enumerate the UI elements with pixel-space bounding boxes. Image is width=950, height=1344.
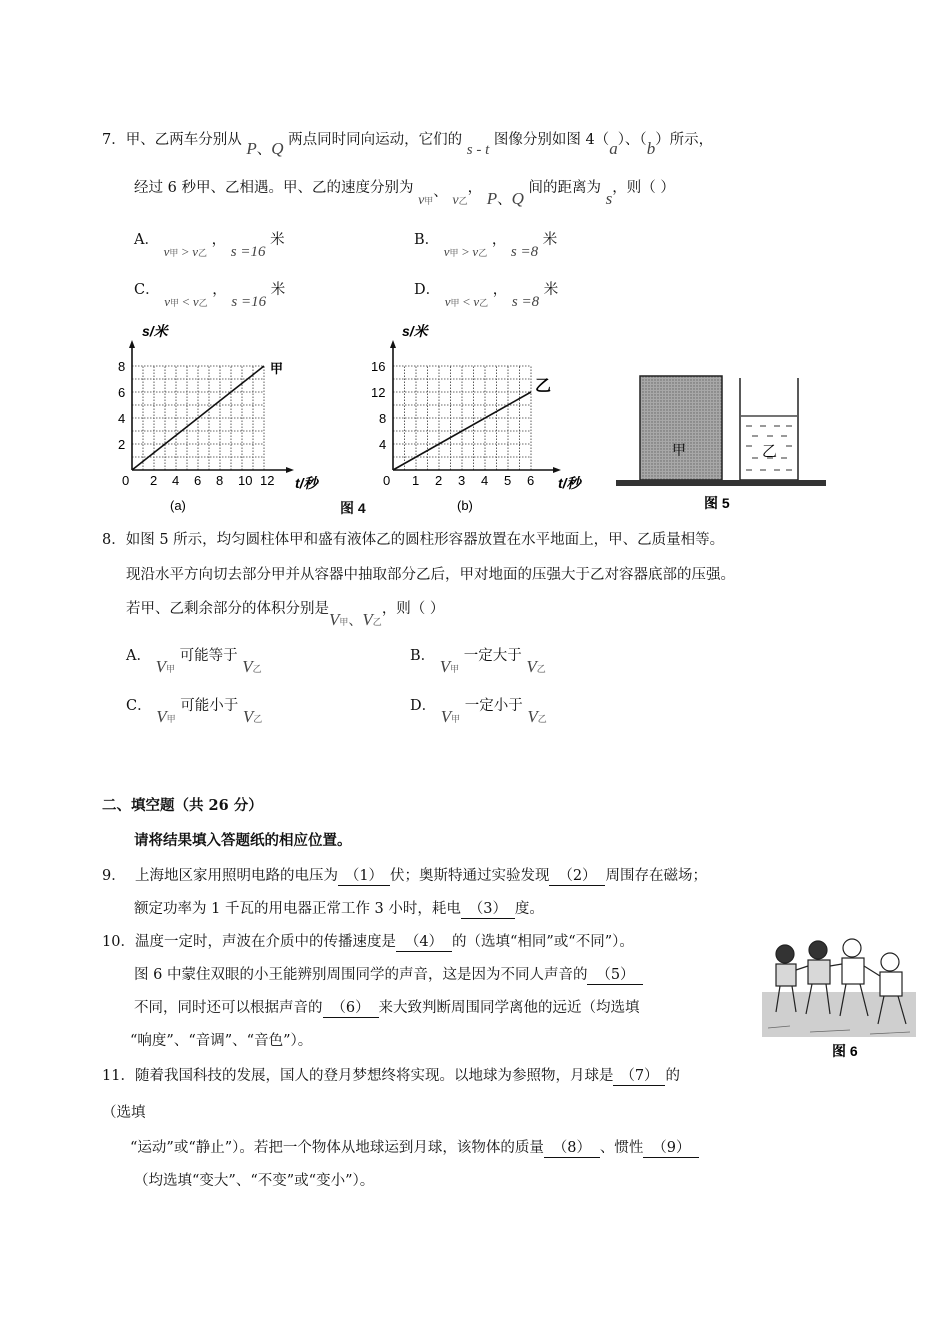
blank-9[interactable]: （9） xyxy=(643,1136,699,1158)
figure4b-x-tick: 5 xyxy=(504,473,512,488)
figure4b-y-tick: 8 xyxy=(379,411,387,426)
figure4a-x-tick: 0 xyxy=(122,473,130,488)
figure4b-xlabel: t/秒 xyxy=(558,475,581,491)
q7-line2: 经过 6 秒甲、乙相遇。甲、乙的速度分别为 v甲、 v乙， P、Q 间的距离为 s，则（ ） xyxy=(134,180,675,208)
q10-line1: 10．温度一定时，声波在介质中的传播速度是 （4） 的（选填“相同”或“不同”）。 xyxy=(102,930,634,952)
figure4a-ylabel: s/米 xyxy=(142,323,168,339)
q11-number: 11． xyxy=(102,1068,135,1084)
figure4a-x-tick: 4 xyxy=(172,473,180,488)
figure4b-x-tick: 0 xyxy=(383,473,391,488)
figure4b-x-tick: 6 xyxy=(527,473,535,488)
q10-number: 10． xyxy=(102,934,135,950)
figure4a-xlabel: t/秒 xyxy=(295,475,318,491)
figure4b-x-tick: 2 xyxy=(435,473,443,488)
blank-8[interactable]: （8） xyxy=(544,1136,600,1158)
blank-5[interactable]: （5） xyxy=(587,963,643,985)
svg-text:甲: 甲 xyxy=(672,442,686,458)
figure4a-y-tick: 4 xyxy=(118,411,126,426)
figure4b-x-arrow xyxy=(553,467,561,473)
q9-number: 9． xyxy=(102,868,126,884)
q7-number: 7． xyxy=(102,132,126,148)
figure5 xyxy=(612,370,828,520)
blank-7[interactable]: （7） xyxy=(613,1064,665,1086)
q9-line2: 额定功率为 1 千瓦的用电器正常工作 3 小时，耗电 （3） 度。 xyxy=(134,897,544,919)
blank-4[interactable]: （4） xyxy=(396,930,452,952)
figure4b-series-label: 乙 xyxy=(535,378,552,395)
figure4b-y-tick: 16 xyxy=(371,359,386,374)
svg-text:乙: 乙 xyxy=(762,443,778,460)
figure4b-x-tick: 1 xyxy=(412,473,420,488)
figure4a-caption: (a) xyxy=(170,498,186,513)
figure4b-x-tick: 4 xyxy=(481,473,489,488)
section2-title: 二、填空题（共 26 分） xyxy=(102,797,263,814)
blank-2[interactable]: （2） xyxy=(549,864,605,886)
q11-line3: “运动”或“静止”）。若把一个物体从地球运到月球，该物体的质量 （8） 、惯性 （9） xyxy=(130,1136,699,1158)
figure4a-x-tick: 10 xyxy=(238,473,253,488)
figure4b-ylabel: s/米 xyxy=(402,323,428,339)
figure4a-x-tick: 12 xyxy=(260,473,275,488)
figure4a-y-tick: 8 xyxy=(118,359,126,374)
blank-3[interactable]: （3） xyxy=(461,897,515,919)
figure4b-y-tick: 12 xyxy=(371,385,386,400)
q7-option-a[interactable]: A． v甲 > v乙 ， s =16 米 xyxy=(134,232,285,260)
q11-line2: （选填 xyxy=(102,1105,146,1121)
figure4b-y-arrow xyxy=(390,340,396,348)
q10-line3: 不同，同时还可以根据声音的 （6） 来大致判断周围同学离他的远近（均选填 xyxy=(134,996,640,1018)
q11-line4: （均选填“变大”、“不变”或“变小”）。 xyxy=(134,1173,375,1189)
q8-line1: 8．如图 5 所示，均匀圆柱体甲和盛有液体乙的圆柱形容器放置在水平地面上，甲、乙质量相等。 xyxy=(102,532,725,548)
figure4b-caption: (b) xyxy=(457,498,473,513)
q8-option-d[interactable]: D． V甲 一定小于 V乙 xyxy=(410,698,547,726)
q8-number: 8． xyxy=(102,532,126,548)
q8-option-c[interactable]: C． V甲 可能小于 V乙 xyxy=(126,698,263,726)
figure4a-x-tick: 8 xyxy=(216,473,224,488)
q8-option-b[interactable]: B． V甲 一定大于 V乙 xyxy=(410,648,546,676)
figure4a-chart xyxy=(110,318,330,518)
section2-instruction: 请将结果填入答题纸的相应位置。 xyxy=(134,832,352,849)
q7-option-b[interactable]: B． v甲 > v乙 ， s =8 米 xyxy=(414,232,558,260)
figure6-illustration xyxy=(760,932,920,1062)
q7-option-c[interactable]: C． v甲 < v乙 ， s =16 米 xyxy=(134,282,286,310)
figure4b-x-tick: 3 xyxy=(458,473,466,488)
cylinder-jia xyxy=(640,376,722,480)
q9-line1: 9． 上海地区家用照明电路的电压为 （1） 伏；奥斯特通过实验发现 （2） 周围存在磁场； xyxy=(102,864,707,886)
figure4a-x-arrow xyxy=(286,467,294,473)
figure4a-x-tick: 2 xyxy=(150,473,158,488)
figure4a-y-tick: 6 xyxy=(118,385,126,400)
ground xyxy=(616,480,826,486)
q7-line1: 7．甲、乙两车分别从 P、Q 两点同时同向运动，它们的 s - t 图像分别如图 4（a）、（b）所示， xyxy=(102,132,714,158)
figure4a-series-label: 甲 xyxy=(270,361,284,376)
figure4a-y-tick: 2 xyxy=(118,437,126,452)
q11-line1: 11．随着我国科技的发展，国人的登月梦想终将实现。以地球为参照物，月球是 （7） 的 xyxy=(102,1064,680,1086)
figure4-caption: 图 4 xyxy=(340,500,366,516)
figure4a-y-arrow xyxy=(129,340,135,348)
q8-option-a[interactable]: A． V甲 可能等于 V乙 xyxy=(126,648,262,676)
figure5-caption: 图 5 xyxy=(704,495,730,511)
figure4b-y-tick: 4 xyxy=(379,437,387,452)
figure6-caption: 图 6 xyxy=(832,1043,858,1059)
q7-option-d[interactable]: D． v甲 < v乙 ， s =8 米 xyxy=(414,282,559,310)
q10-line2: 图 6 中蒙住双眼的小王能辨别周围同学的声音，这是因为不同人声音的 （5） xyxy=(134,963,643,985)
q8-line2: 现沿水平方向切去部分甲并从容器中抽取部分乙后，甲对地面的压强大于乙对容器底部的压强。 xyxy=(126,567,735,583)
figure4a-x-tick: 6 xyxy=(194,473,202,488)
q10-line4: “响度”、“音调”、“音色”）。 xyxy=(130,1033,313,1049)
figure4b-chart xyxy=(365,318,595,518)
blank-6[interactable]: （6） xyxy=(323,996,379,1018)
q8-line3: 若甲、乙剩余部分的体积分别是V甲、V乙，则（ ） xyxy=(126,601,445,629)
blank-1[interactable]: （1） xyxy=(338,864,390,886)
